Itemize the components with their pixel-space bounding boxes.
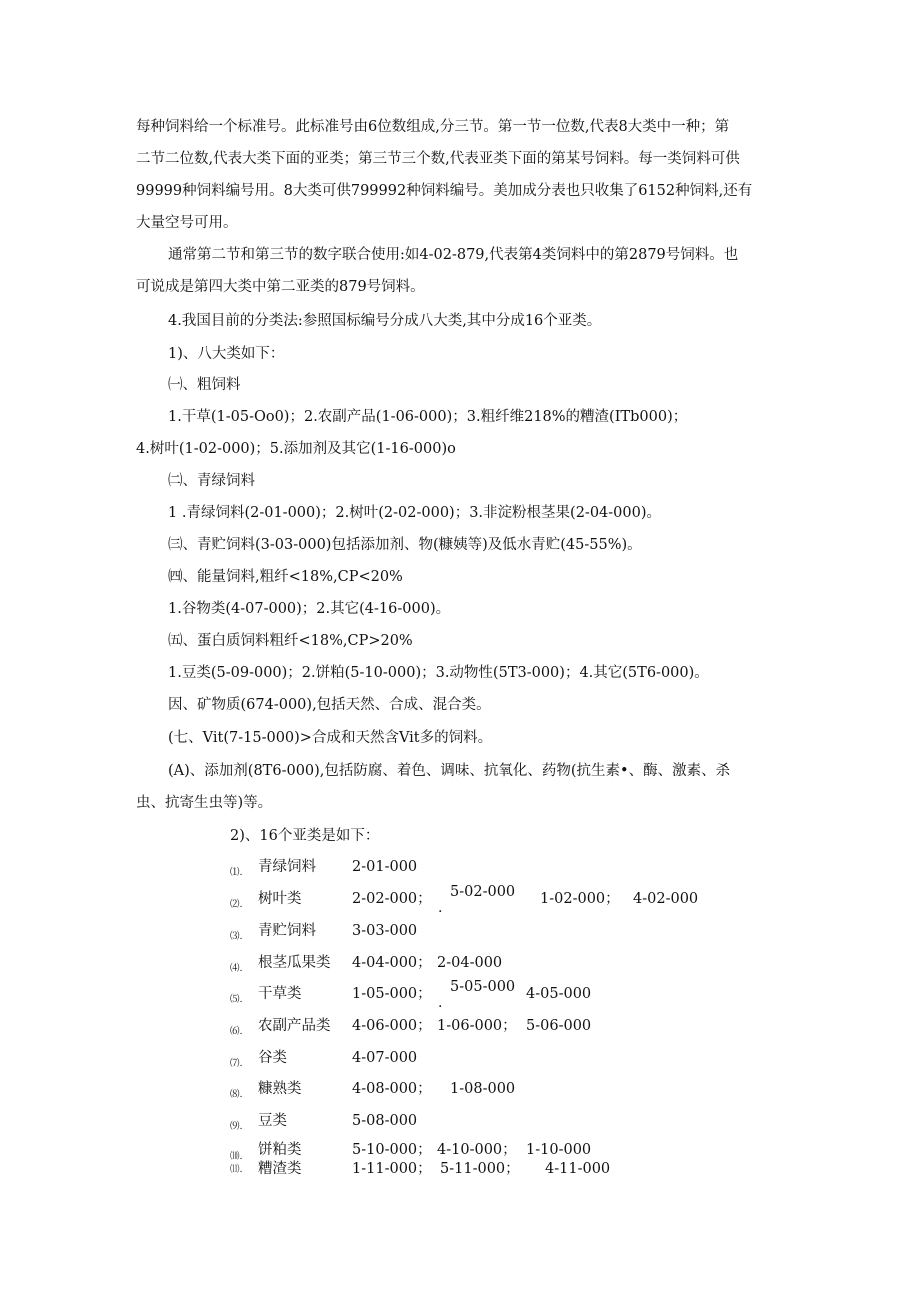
subclass-code: 1-06-000； <box>437 1018 517 1034</box>
subclass-number: ⑸. <box>230 994 243 1005</box>
subclass-code: 1-02-000； <box>540 891 620 907</box>
subclass-name: 树叶类 <box>258 891 302 907</box>
subclass-name: 农副产品类 <box>258 1018 331 1034</box>
category-8-line2: 虫、抗寄生虫等)等。 <box>136 795 273 811</box>
para1-line3: 99999种饲料编号用。8大类可供799992种饲料编号。美加成分表也只收集了6152种饲料,还有 <box>136 183 753 199</box>
category-7: (七、Vit(7-15-000)>合成和天然含Vit多的饲料。 <box>168 730 493 746</box>
subclass-number: ⑼. <box>230 1121 243 1132</box>
para2-line2: 可说成是第四大类中第二亚类的879号饲料。 <box>136 279 425 295</box>
subclass-code: 4-05-000 <box>526 986 592 1002</box>
subclass-code: 5-08-000 <box>352 1113 418 1129</box>
stray-dot-mark: . <box>438 995 443 1011</box>
subclass-code: 2-01-000 <box>352 859 418 875</box>
subclass-code: 5-02-000 <box>450 884 516 900</box>
subclass-code: 4-08-000； <box>352 1081 432 1097</box>
section-heading-4: 4.我国目前的分类法:参照国标编号分成八大类,其中分成16个亚类。 <box>168 313 602 329</box>
category-1-line1: 1.干草(1-05-Oo0)；2.农副产品(1-06-000)；3.粗纤维218%的糟渣(ITb000)； <box>168 409 688 425</box>
para1-line1: 每种饲料给一个标准号。此标准号由6位数组成,分三节。第一节一位数,代表8大类中一种；第 <box>136 119 730 135</box>
subclass-code: 5-06-000 <box>526 1018 592 1034</box>
subclass-number: ⑹. <box>230 1026 243 1037</box>
subclass-code: 4-06-000； <box>352 1018 432 1034</box>
subclass-code: 2-04-000 <box>437 955 503 971</box>
subclass-name: 干草类 <box>258 986 302 1002</box>
subclass-number: ⑶. <box>230 931 243 942</box>
subclass-number: ⑺. <box>230 1058 243 1069</box>
subclass-code: 4-10-000； <box>437 1142 517 1158</box>
category-5-line1: 1.豆类(5-09-000)；2.饼粕(5-10-000)；3.动物性(5T3-000)；4.其它(5T6-000)。 <box>168 665 709 681</box>
category-1-line2: 4.树叶(1-02-000)；5.添加剂及其它(1-16-000)o <box>136 441 456 457</box>
subclass-code: 4-11-000 <box>545 1161 611 1177</box>
subclass-name: 青绿饲料 <box>258 859 316 875</box>
subclass-name: 青贮饲料 <box>258 923 316 939</box>
subclass-code: 5-05-000 <box>450 979 516 995</box>
category-3: ㈢、青贮饲料(3-03-000)包括添加剂、物(糠姨等)及低水青贮(45-55%)。 <box>168 537 642 553</box>
subclass-number: ⑷. <box>230 963 243 974</box>
category-8-line1: (A)、添加剂(8T6-000),包括防腐、着色、调味、抗氧化、药物(抗生素•、酶、激素、杀 <box>168 763 731 779</box>
subclass-code: 1-05-000； <box>352 986 432 1002</box>
subsection-2-heading: 2)、16个亚类是如下： <box>230 828 380 844</box>
category-1-title: ㈠、粗饲料 <box>168 377 241 393</box>
subclass-name: 谷类 <box>258 1050 287 1066</box>
subclass-name: 根茎瓜果类 <box>258 955 331 971</box>
category-2-title: ㈡、青绿饲料 <box>168 473 255 489</box>
subclass-code: 4-02-000 <box>633 891 699 907</box>
subclass-name: 饼粕类 <box>258 1142 302 1158</box>
subclass-code: 2-02-000； <box>352 891 432 907</box>
subclass-number: ⑻. <box>230 1089 243 1100</box>
subclass-name: 糠熟类 <box>258 1081 302 1097</box>
category-6: 因、矿物质(674-000),包括天然、合成、混合类。 <box>168 697 491 713</box>
category-4-line1: 1.谷物类(4-07-000)；2.其它(4-16-000)。 <box>168 601 451 617</box>
subsection-1-heading: 1)、八大类如下： <box>168 346 285 362</box>
category-5-title: ㈤、蛋白质饲料粗纤<18%,CP>20% <box>168 633 413 649</box>
subclass-code: 1-11-000； <box>352 1161 432 1177</box>
para1-line4: 大量空号可用。 <box>136 215 238 231</box>
subclass-code: 5-10-000； <box>352 1142 432 1158</box>
para1-line2: 二节二位数,代表大类下面的亚类；第三节三个数,代表亚类下面的第某号饲料。每一类饲料可供 <box>136 151 740 167</box>
category-2-line1: 1 .青绿饲料(2-01-000)；2.树叶(2-02-000)；3.非淀粉根茎果(2-04-000)。 <box>168 505 662 521</box>
category-4-title: ㈣、能量饲料,粗纤<18%,CP<20% <box>168 569 403 585</box>
subclass-number: ⑵. <box>230 899 243 910</box>
subclass-code: 4-04-000； <box>352 955 432 971</box>
subclass-code: 1-08-000 <box>450 1081 516 1097</box>
subclass-number: ⑴. <box>230 867 243 878</box>
subclass-number: ⑽. <box>230 1151 243 1162</box>
subclass-code: 4-07-000 <box>352 1050 418 1066</box>
subclass-name: 豆类 <box>258 1113 287 1129</box>
subclass-number: ⑾. <box>230 1164 243 1175</box>
para2-line1: 通常第二节和第三节的数字联合使用:如4-02-879,代表第4类饲料中的第2879号饲料。也 <box>168 247 739 263</box>
subclass-name: 糟渣类 <box>258 1161 302 1177</box>
stray-dot-mark: . <box>438 900 443 916</box>
subclass-code: 1-10-000 <box>526 1142 592 1158</box>
subclass-code: 5-11-000； <box>440 1161 520 1177</box>
subclass-code: 3-03-000 <box>352 923 418 939</box>
